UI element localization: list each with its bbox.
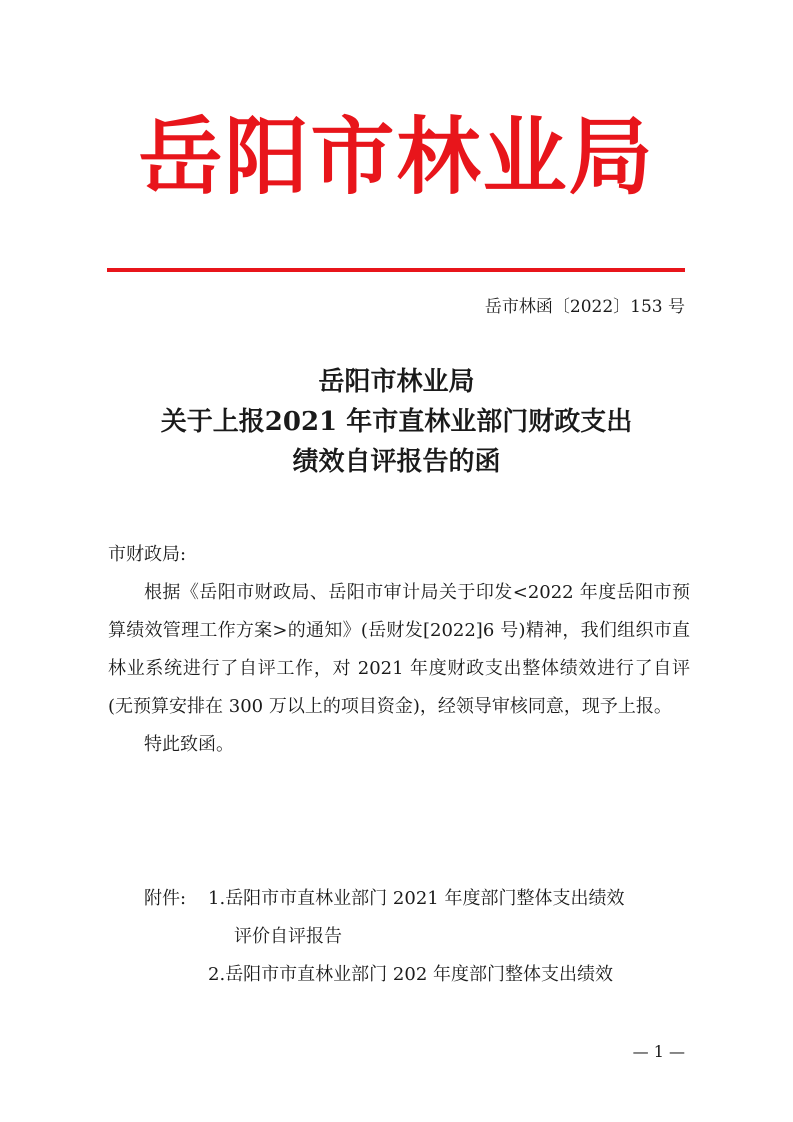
attachments-list <box>144 880 690 994</box>
body-paragraph: 根据《岳阳市财政局、岳阳市审计局关于印发<2022 年度岳阳市预算绩效管理工作方案>的通知》(岳财发[2022]6 号)精神，我们组织市直林业系统进行了自评工作，对 2021 年度财政支出整体绩效进行了自评(无预算安排在 300 万以上的项目资金)，经领导审核同意，现予上报。 <box>108 582 690 717</box>
salutation: 市财政局: <box>108 544 187 565</box>
attachment-title-line-1: 岳阳市市直林业部门 202 年度部门整体支出绩效 <box>225 964 613 985</box>
title-line-3: 绩效自评报告的函 <box>292 447 501 477</box>
document-number: 岳市林函〔2022〕153 号 <box>484 297 685 317</box>
attachment-title-line-2: 评价自评报告 <box>234 926 342 947</box>
attachments-label: 附件: <box>144 888 187 909</box>
title-line-1: 岳阳市林业局 <box>318 367 475 397</box>
attachment-number: 2. <box>208 964 226 985</box>
attachment-number: 1. <box>208 888 226 909</box>
letterhead-red-rule <box>107 268 685 272</box>
attachment-title-line-1: 岳阳市市直林业部门 2021 年度部门整体支出绩效 <box>225 888 625 909</box>
attachment-item <box>144 956 690 994</box>
page-number: — 1 — <box>632 1042 685 1061</box>
title-line-2: 关于上报2021 年市直林业部门财政支出 <box>160 407 633 437</box>
attachment-item <box>144 880 690 918</box>
letter-body <box>108 536 690 764</box>
document-title <box>108 362 685 482</box>
letterhead-org-name: 岳阳市林业局 <box>138 107 655 206</box>
closing-line: 特此致函。 <box>144 734 234 755</box>
